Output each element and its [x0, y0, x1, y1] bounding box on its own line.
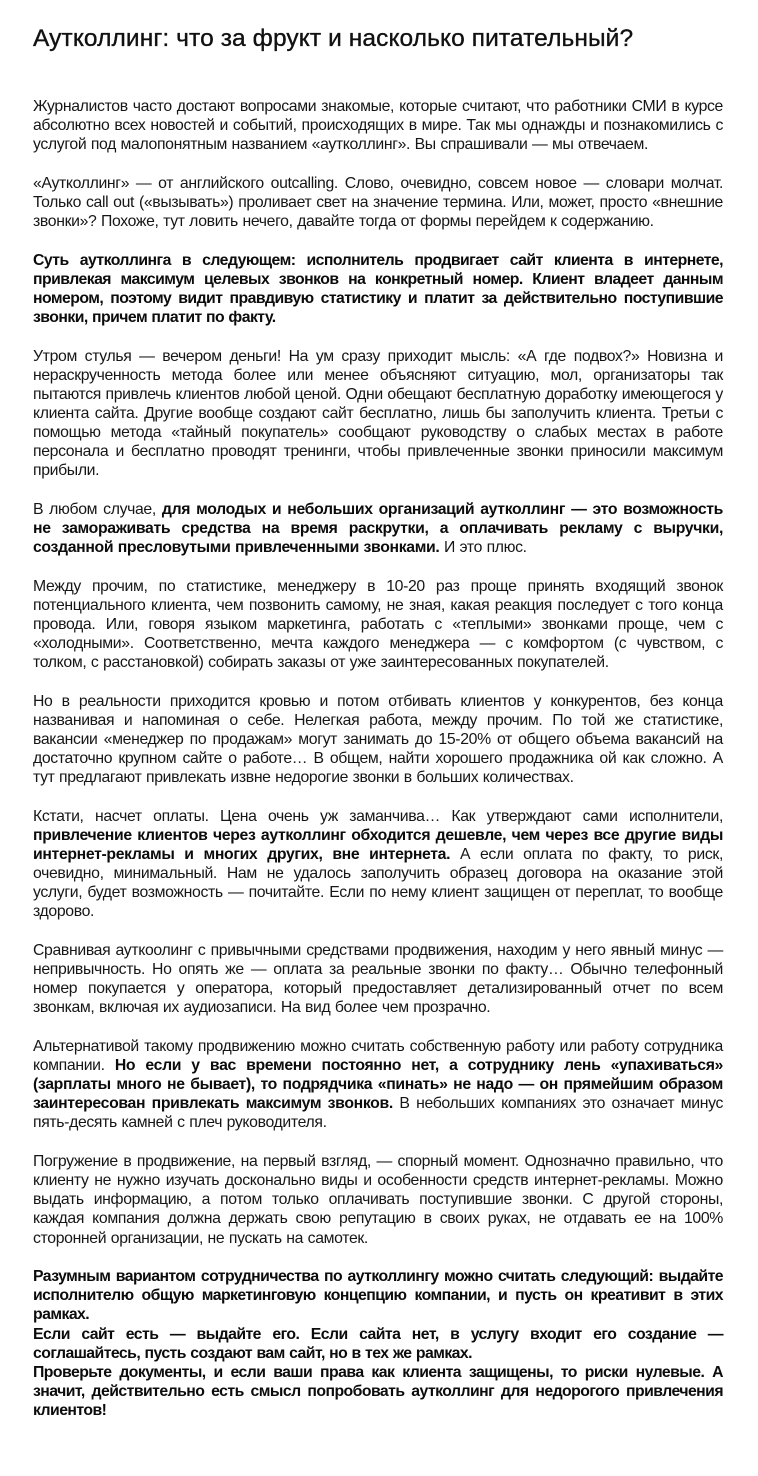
conclusion-line-2: Если сайт есть — выдайте его. Если сайта нет, в услугу входит его создание — соглашайтесь, пусть создают вам сайт, но в тех же рамках.: [33, 1325, 723, 1362]
paragraph-text-bold: Суть аутколлинга в следующем: исполнитель продвигает сайт клиента в интернете, привлекая максимум целевых звонков на конкретный номер. Клиент владеет данным номером, поэтому видит правдивую статистику и платит за действительно поступившие звонки, причем платит по факту.: [33, 251, 723, 327]
paragraph-text: Погружение в продвижение, на первый взгляд, — спорный момент. Однозначно правильно, что клиенту не нужно изучать досконально виды и особенности средств интернет-рекламы. Можно выдать информацию, а потом только оплачивать поступившие звонки. С другой стороны, каждая компания должна держать свою репутацию в своих руках, не отдавать ее на 100% сторонней организации, не пускать на самотек.: [33, 1153, 723, 1247]
article: [33, 22, 723, 1420]
paragraph-text: Но в реальности приходится кровью и потом отбивать клиентов у конкурентов, без конца названивая и напоминая о себе. Нелегкая работа, между прочим. По той же статистике, вакансии «менеджер по продажам» могут занимать до 15-20% от общего объема вакансий на достаточно крупном сайте о работе… В общем, найти хорошего продажника ой как сложно. А тут предлагают привлекать извне недорогие звонки в больших количествах.: [33, 692, 723, 787]
paragraph-text: В небольших компаниях это означает минус пять-десять камней с плеч руководителя.: [33, 1095, 723, 1132]
conclusion-line-3: Проверьте документы, и если ваши права как клиента защищены, то риски нулевые. А значит, действительно есть смысл попробовать аутколлинг для недорогого привлечения клиентов!: [33, 1363, 723, 1419]
paragraph-reality: [33, 692, 723, 787]
paragraph-statistics: [33, 577, 723, 672]
paragraph-text: Сравнивая ауткоолинг с привычными средствами продвижения, находим у него явный минус — непривычность. Но опять же — оплата за реальные звонки по факту… Обычно телефонный номер покупается у оператора, который предоставляет детализированный отчет по всем звонкам, включая их аудиозаписи. На вид более чем прозрачно.: [33, 942, 723, 1017]
conclusion-line-1: Разумным вариантом сотрудничества по аутколлингу можно считать следующий: выдайте исполнителю общую маркетинговую концепцию компании, и пусть он креативит в этих рамках.: [33, 1268, 723, 1324]
paragraph-etymology: [33, 174, 723, 231]
paragraph-small-orgs: [33, 500, 723, 557]
paragraph-intro: [33, 97, 723, 154]
paragraph-text: Утром стулья — вечером деньги! На ум сразу приходит мысль: «А где подвох?» Новизна и нераскрученность метода более или менее объясняют ситуацию, мол, организаторы так пытаются привлечь клиентов любой ценой. Одни обещают бесплатную доработку имеющегося у клиента сайта. Другие вообще создают сайт бесплатно, лишь бы заполучить клиента. Третьи с помощью метода «тайный покупатель» сообщают руководству о слабых местах в работе персонала и бесплатно проводят тренинги, чтобы привлеченные звонки приносили максимум прибыли.: [33, 347, 723, 480]
paragraph-payment: [33, 807, 723, 922]
paragraph-text: В любом случае,: [33, 500, 162, 518]
paragraph-alternative: [33, 1037, 723, 1132]
paragraph-text: Альтернативой такому продвижению можно считать собственную работу или работу сотрудника компании.: [33, 1038, 723, 1075]
paragraph-text: Журналистов часто достают вопросами знакомые, которые считают, что работники СМИ в курсе абсолютно всех новостей и событий, происходящих в мире. Так мы однажды и познакомились с услугой под малопонятным названием «аутколлинг». Вы спрашивали — мы отвечаем.: [33, 98, 723, 154]
paragraph-text: Кстати, насчет оплаты. Цена очень уж заманчива… Как утверждают сами исполнители,: [33, 807, 723, 825]
paragraph-text-bold: Но если у вас времени постоянно нет, а сотруднику лень «упахиваться» (зарплаты много не бывает), то подрядчика «пинать» не надо — он прямейшим образом заинтересован привлекать максимум звонков.: [33, 1057, 723, 1113]
paragraph-catch: [33, 347, 723, 481]
paragraph-text: И это плюс.: [439, 539, 527, 557]
paragraph-text: «Аутколлинг» — от английского outcalling. Слово, очевидно, совсем новое — словари молчат. Только call out («вызывать») проливает свет на значение термина. Или, может, просто «внешние звонки»? Похоже, тут ловить нечего, давайте тогда от формы перейдем к содержанию.: [33, 174, 723, 231]
paragraph-immersion: [33, 1152, 723, 1247]
paragraph-text: Между прочим, по статистике, менеджеру в 10-20 раз проще принять входящий звонок потенциального клиента, чем позвонить самому, не зная, какая реакция последует с того конца провода. Или, говоря языком маркетинга, работать с «теплыми» звонками проще, чем с «холодными». Соответственно, мечта каждого менеджера — с комфортом (с чувством, с толком, с расстановкой) собирать заказы от уже заинтересованных покупателей.: [33, 577, 723, 672]
article-title: Аутколлинг: что за фрукт и насколько питательный?: [33, 25, 634, 52]
paragraph-text-bold: для молодых и небольших организаций аутколлинг — это возможность не замораживать средства на время раскрутки, а оплачивать рекламу с выручки, созданной пресловутыми привлеченными звонками.: [33, 500, 723, 557]
paragraph-text: А если оплата по факту, то риск, очевидно, минимальный. Нам не удалось заполучить образец договора на оказание этой услуги, будет возможность — почитайте. Если по нему клиент защищен от переплат, то вообще здорово.: [33, 846, 723, 921]
paragraph-comparison: [33, 941, 723, 1017]
paragraph-text-bold: привлечение клиентов через аутколлинг обходится дешевле, чем через все другие виды интернет-рекламы и многих других, вне интернета.: [33, 827, 723, 864]
paragraph-essence: [33, 251, 723, 327]
